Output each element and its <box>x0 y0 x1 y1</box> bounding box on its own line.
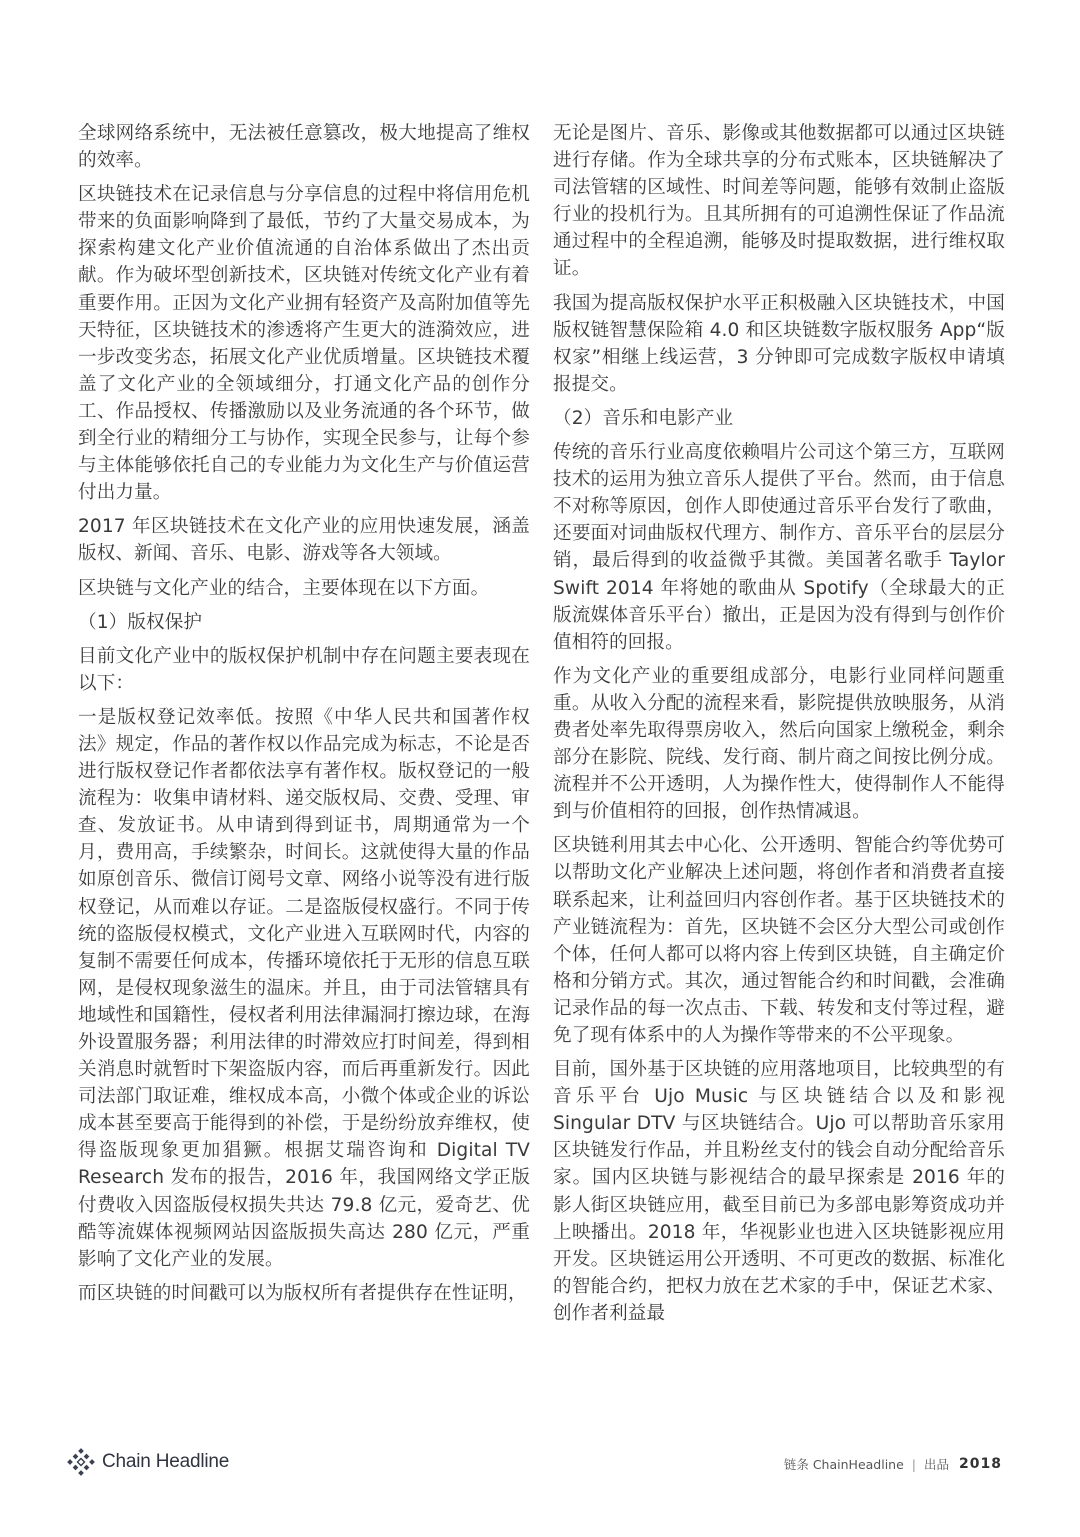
footer-credit <box>784 1455 1002 1473</box>
paragraph: 传统的音乐行业高度依赖唱片公司这个第三方，互联网技术的运用为独立音乐人提供了平台。然而，由于信息不对称等原因，创作人即使通过音乐平台发行了歌曲，还要面对词曲版权代理方、制作方、音乐平台的层层分销，最后得到的收益微乎其微。美国著名歌手 Taylor Swift 2014 年将她的歌曲从 Spotify（全球最大的正版流媒体音乐平台）撤出，正是因为没有得到与创作价值相符的回报。 <box>553 442 1005 653</box>
chain-headline-logo <box>66 1448 229 1476</box>
paragraph: 区块链技术在记录信息与分享信息的过程中将信用危机带来的负面影响降到了最低，节约了大量交易成本，为探索构建文化产业价值流通的自治体系做出了杰出贡献。作为破坏型创新技术，区块链对传统文化产业有着重要作用。正因为文化产业拥有轻资产及高附加值等先天特征，区块链技术的渗透将产生更大的涟漪效应，进一步改变劣态，拓展文化产业优质增量。区块链技术覆盖了文化产业的全领域细分，打通文化产品的创作分工、作品授权、传播激励以及业务流通的各个环节，做到全行业的精细分工与协作，实现全民参与，让每个参与主体能够依托自己的专业能力为文化生产与价值运营付出力量。 <box>78 184 530 504</box>
chain-logo-icon <box>66 1447 96 1477</box>
section-heading: （1）版权保护 <box>78 611 203 633</box>
paragraph: 2017 年区块链技术在文化产业的应用快速发展，涵盖版权、新闻、音乐、电影、游戏等各大领域。 <box>78 516 530 565</box>
section-heading: （2）音乐和电影产业 <box>553 407 734 429</box>
footer-source: 链条 ChainHeadline <box>783 1457 904 1472</box>
paragraph: 目前文化产业中的版权保护机制中存在问题主要表现在以下： <box>78 645 530 694</box>
paragraph: 目前，国外基于区块链的应用落地项目，比较典型的有音乐平台 Ujo Music 与区块链结合以及和影视 Singular DTV 与区块链结合。Ujo 可以帮助音乐家用区块链发行作品，并且粉丝支付的钱会自动分配给音乐家。国内区块链与影视结合的最早探索是 2016 年的影人街区块链应用，截至目前已为多部电影筹资成功并上映播出。2018 年，华视影业也进入区块链影视应用开发。区块链运用公开透明、不可更改的数据、标准化的智能合约，把权力放在艺术家的手中，保证艺术家、创作者利益最 <box>553 1059 1005 1324</box>
paragraph: 作为文化产业的重要组成部分，电影行业同样问题重重。从收入分配的流程来看，影院提供放映服务，从消费者处率先取得票房收入，然后向国家上缴税金，剩余部分在影院、院线、发行商、制片商之间按比例分成。流程并不公开透明，人为操作性大，使得制作人不能得到与价值相符的回报，创作热情减退。 <box>553 665 1005 823</box>
footer-year: 2018 <box>959 1456 1002 1472</box>
paragraph: 而区块链的时间戳可以为版权所有者提供存在性证明， <box>78 1282 527 1304</box>
footer-label: 出品 <box>924 1457 950 1472</box>
paragraph: 区块链利用其去中心化、公开透明、智能合约等优势可以帮助文化产业解决上述问题，将创作者和消费者直接联系起来，让利益回归内容创作者。基于区块链技术的产业链流程为：首先，区块链不会区分大型公司或创作个体，任何人都可以将内容上传到区块链，自主确定价格和分销方式。其次，通过智能合约和时间戳，会准确记录作品的每一次点击、下载、转发和支付等过程，避免了现有体系中的人为操作等带来的不公平现象。 <box>553 835 1005 1046</box>
paragraph: 无论是图片、音乐、影像或其他数据都可以通过区块链进行存储。作为全球共享的分布式账本，区块链解决了司法管辖的区域性、时间差等问题，能够有效制止盗版行业的投机行为。且其所拥有的可追溯性保证了作品流通过程中的全程追溯，能够及时提取数据，进行维权取证。 <box>553 123 1005 280</box>
paragraph: 区块链与文化产业的结合，主要体现在以下方面。 <box>78 577 490 599</box>
paragraph: 全球网络系统中，无法被任意篡改，极大地提高了维权的效率。 <box>78 123 530 172</box>
paragraph: 我国为提高版权保护水平正积极融入区块链技术，中国版权链智慧保险箱 4.0 和区块链数字版权服务 App“版权家”相继上线运营，3 分钟即可完成数字版权申请填报提交。 <box>553 292 1005 395</box>
paragraph: 一是版权登记效率低。按照《中华人民共和国著作权法》规定，作品的著作权以作品完成为标志，不论是否进行版权登记作者都依法享有著作权。版权登记的一般流程为：收集申请材料、递交版权局、交费、受理、审查、发放证书。从申请到得到证书，周期通常为一个月，费用高，手续繁杂，时间长。这就使得大量的作品如原创音乐、微信订阅号文章、网络小说等没有进行版权登记，从而难以存证。二是盗版侵权盛行。不同于传统的盗版侵权模式，文化产业进入互联网时代，内容的复制不需要任何成本，传播环境依托于无形的信息互联网，是侵权现象滋生的温床。并且，由于司法管辖具有地域性和国籍性，侵权者利用法律漏洞打擦边球，在海外设置服务器；利用法律的时滞效应打时间差，得到相关消息时就暂时下架盗版内容，而后再重新发行。因此司法部门取证难，维权成本高，小微个体或企业的诉讼成本甚至要高于能得到的补偿，于是纷纷放弃维权，使得盗版现象更加猖獗。根据艾瑞咨询和 Digital TV Research 发布的报告，2016 年，我国网络文学正版付费收入因盗版侵权损失共达 79.8 亿元，爱奇艺、优酷等流媒体视频网站因盗版损失高达 280 亿元，严重影响了文化产业的发展。 <box>78 706 530 1270</box>
left-column <box>78 120 530 1314</box>
logo-text: Chain Headline <box>102 1451 230 1472</box>
footer-separator: | <box>911 1456 917 1472</box>
right-column <box>553 120 1005 1334</box>
